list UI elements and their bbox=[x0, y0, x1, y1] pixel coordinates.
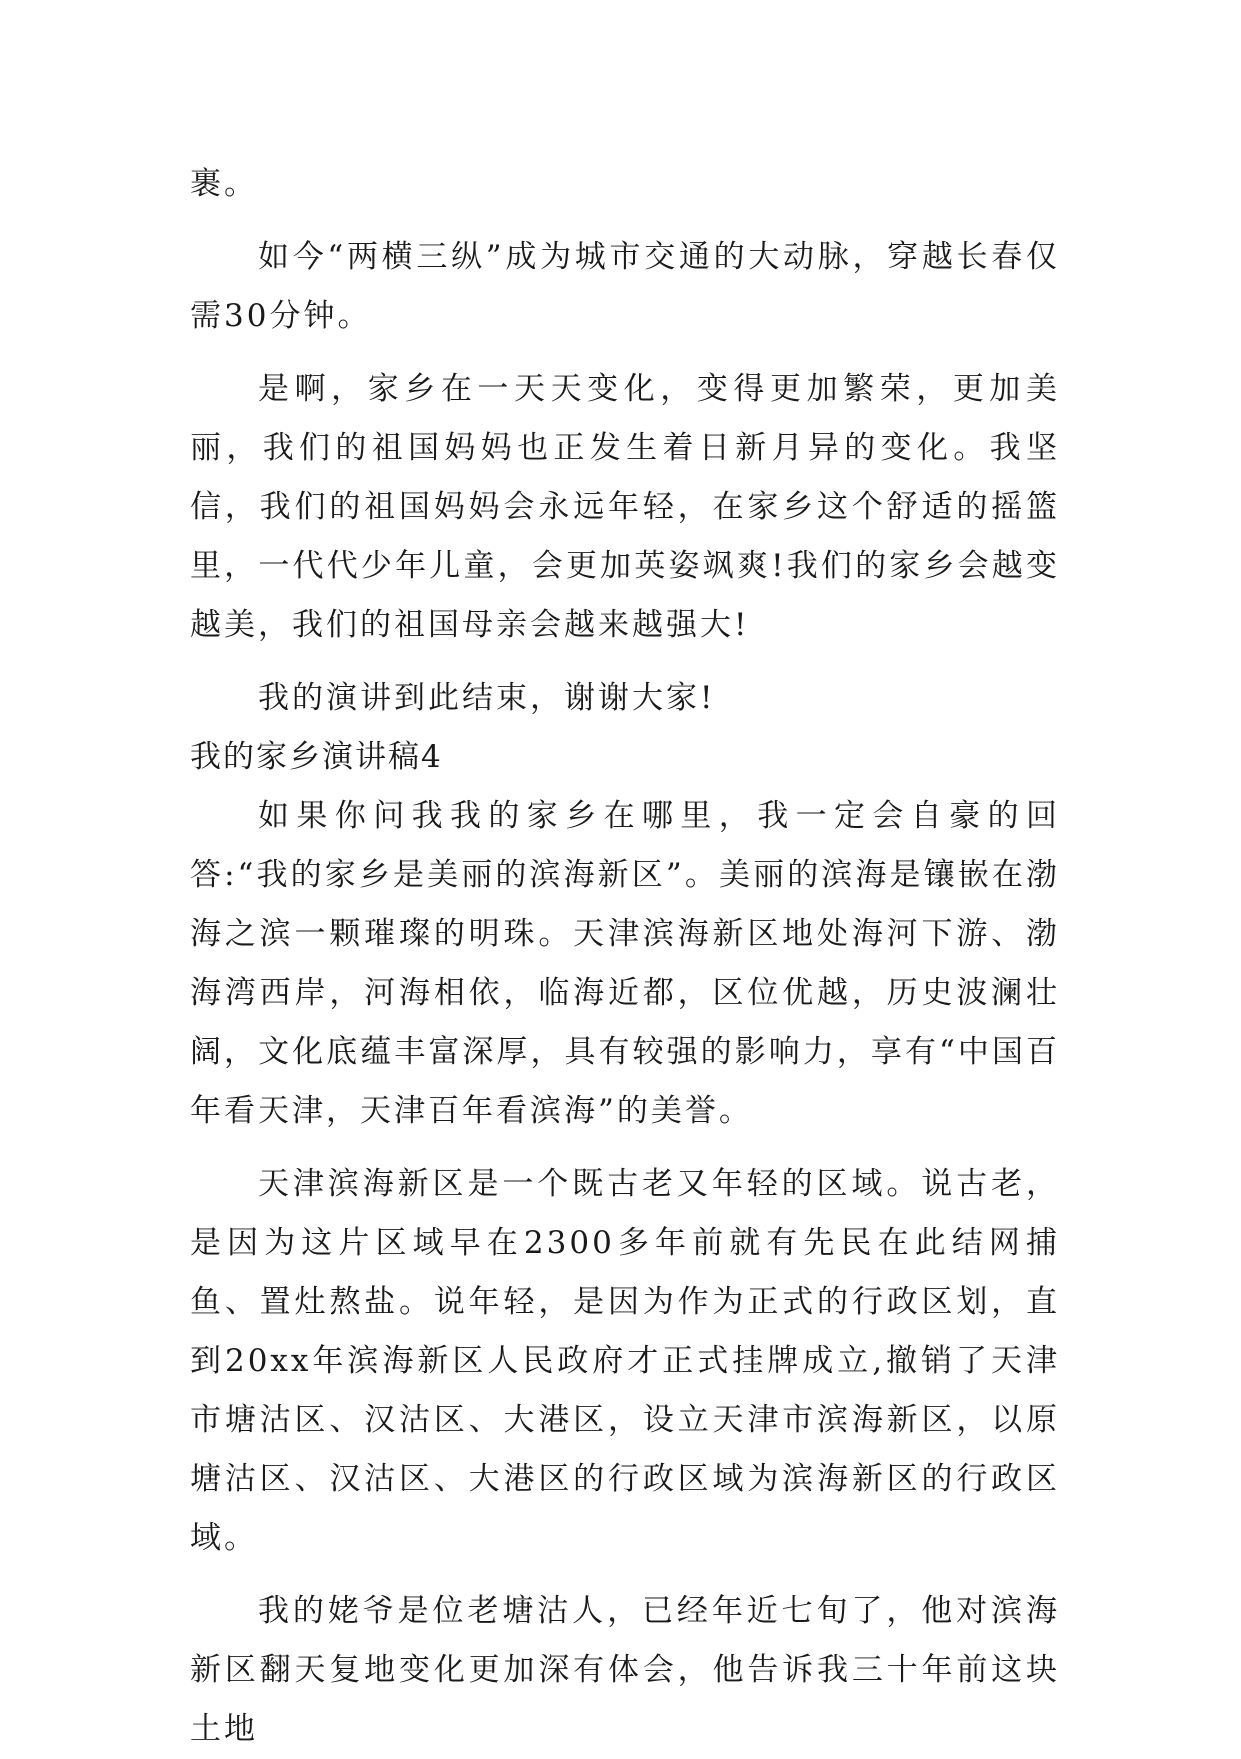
paragraph-binhai-intro: 如果你问我我的家乡在哪里，我一定会自豪的回答:“我的家乡是美丽的滨海新区”。美丽的滨海是镶嵌在渤海之滨一颗璀璨的明珠。天津滨海新区地处海河下游、渤海湾西岸，河海相依，临海近都，区位优越，历史波澜壮阔，文化底蕴丰富深厚，具有较强的影响力，享有“中国百年看天津，天津百年看滨海”的美誉。 bbox=[190, 798, 1060, 1129]
document-body bbox=[190, 155, 1060, 1759]
paragraph-hometown-change: 是啊，家乡在一天天变化，变得更加繁荣，更加美丽，我们的祖国妈妈也正发生着日新月异的变化。我坚信，我们的祖国妈妈会永远年轻，在家乡这个舒适的摇篮里，一代代少年儿童，会更加英姿飒爽!我们的家乡会越变越美，我们的祖国母亲会越来越强大! bbox=[190, 371, 1060, 643]
paragraph-closing: 我的演讲到此结束，谢谢大家! bbox=[258, 680, 716, 716]
section-title: 我的家乡演讲稿4 bbox=[190, 739, 443, 775]
paragraph-binhai-history: 天津滨海新区是一个既古老又年轻的区域。说古老，是因为这片区域早在2300多年前就有先民在此结网捕鱼、置灶熬盐。说年轻，是因为作为正式的行政区划，直到20xx年滨海新区人民政府才正式挂牌成立,撤销了天津市塘沽区、汉沽区、大港区，设立天津市滨海新区，以原塘沽区、汉沽区、大港区的行政区域为滨海新区的行政区域。 bbox=[190, 1166, 1060, 1556]
paragraph-grandfather: 我的姥爷是位老塘沽人，已经年近七旬了，他对滨海新区翻天复地变化更加深有体会，他告诉我三十年前这块土地 bbox=[190, 1593, 1060, 1747]
paragraph-traffic: 如今“两横三纵”成为城市交通的大动脉，穿越长春仅需30分钟。 bbox=[190, 239, 1060, 334]
paragraph-continued: 裹。 bbox=[190, 166, 258, 202]
